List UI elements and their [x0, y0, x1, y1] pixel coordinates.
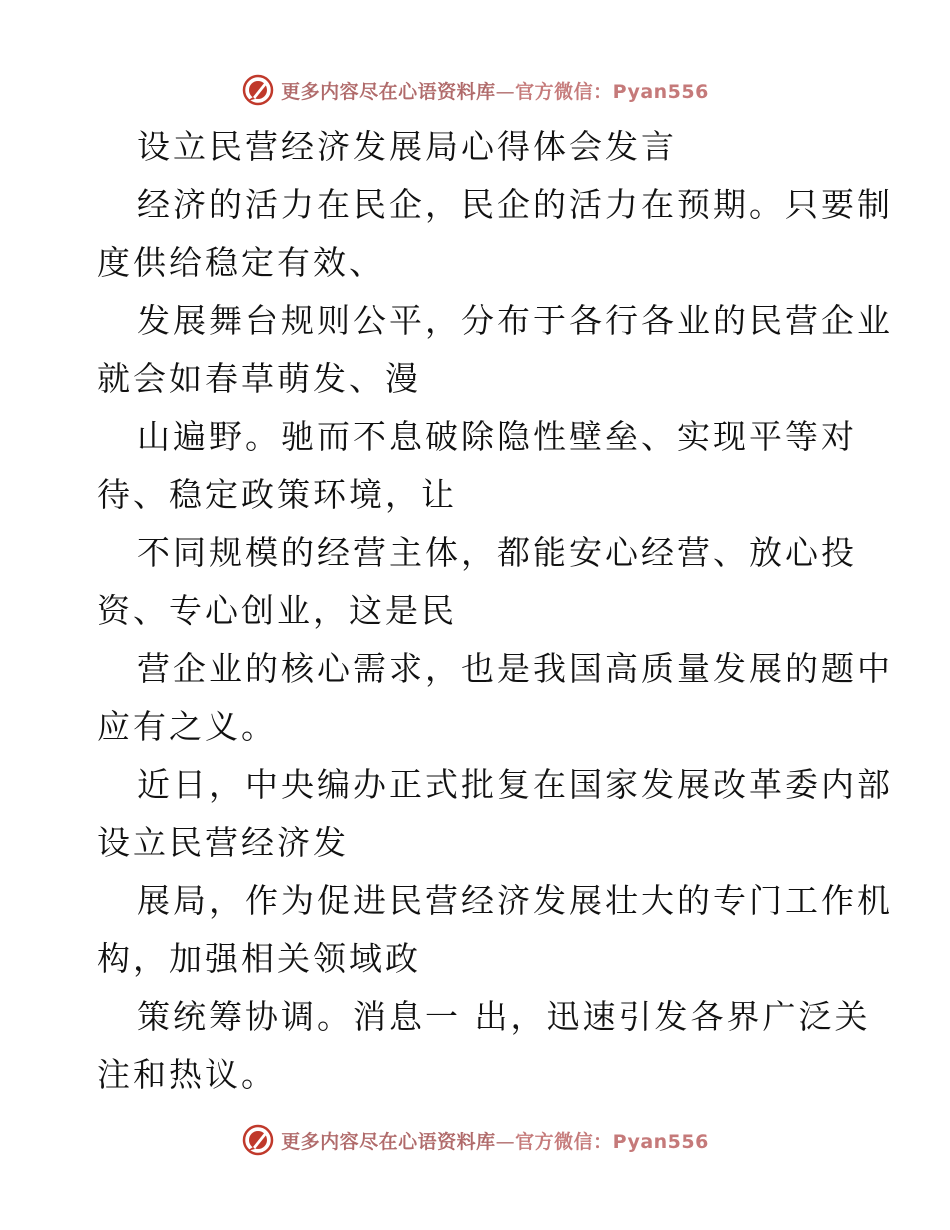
paragraph-line: 待、稳定政策环境，让 — [97, 475, 457, 514]
document-body — [97, 118, 893, 1104]
paragraph-line: 注和热议。 — [97, 1055, 277, 1094]
paragraph-line: 就会如春草萌发、漫 — [97, 359, 421, 398]
paragraph-line: 经济的活力在民企，民企的活力在预期。只要制 — [137, 185, 893, 224]
paragraph-line: 展局，作为促进民营经济发展壮大的专门工作机 — [137, 881, 893, 920]
header-banner — [0, 70, 950, 110]
header-banner-separator: — — [495, 80, 516, 103]
paragraph-line: 设立民营经济发 — [97, 823, 349, 862]
paragraph-line: 发展舞台规则公平，分布于各行各业的民营企业 — [137, 301, 893, 340]
paragraph-line: 策统筹协调。消息一 出，迅速引发各界广泛关 — [137, 997, 871, 1036]
header-banner-text — [281, 77, 709, 104]
paragraph-line: 构，加强相关领域政 — [97, 939, 421, 978]
header-banner-title: 更多内容尽在心语资料库 — [281, 80, 496, 103]
footer-banner-text — [281, 1127, 709, 1154]
paragraph-line: 山遍野。驰而不息破除隐性壁垒、实现平等对 — [137, 417, 857, 456]
footer-banner-contact: 官方微信：Pyan556 — [515, 1130, 709, 1153]
document-title: 设立民营经济发展局心得体会发言 — [137, 127, 677, 166]
header-banner-contact: 官方微信：Pyan556 — [515, 80, 709, 103]
paragraph-line: 应有之义。 — [97, 707, 277, 746]
footer-banner-separator: — — [495, 1130, 516, 1153]
paragraph-line: 度供给稳定有效、 — [97, 243, 385, 282]
pen-logo-icon — [241, 1123, 275, 1157]
paragraph-line: 资、专心创业，这是民 — [97, 591, 457, 630]
paragraph-line: 近日，中央编办正式批复在国家发展改革委内部 — [137, 765, 893, 804]
paragraph-line: 不同规模的经营主体，都能安心经营、放心投 — [137, 533, 857, 572]
paragraph-line: 营企业的核心需求，也是我国高质量发展的题中 — [137, 649, 893, 688]
pen-logo-icon — [241, 73, 275, 107]
footer-banner-title: 更多内容尽在心语资料库 — [281, 1130, 496, 1153]
footer-banner — [0, 1120, 950, 1160]
